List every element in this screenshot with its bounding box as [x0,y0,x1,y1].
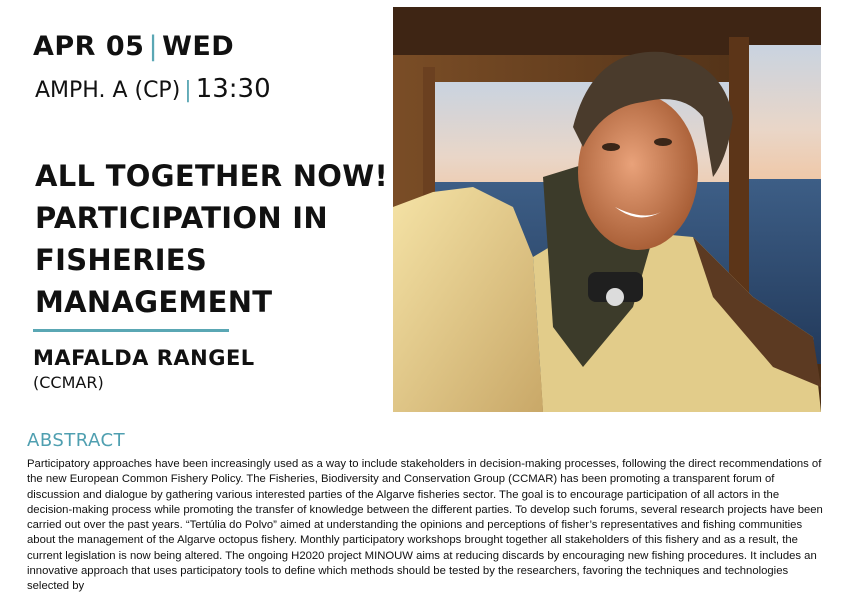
room-text: AMPH. A (CP) [35,78,181,103]
abstract-body: Participatory approaches have been increasingly used as a way to include stakeholders in decision-making processes, following the direct recommendations of the new European Common Fishery Policy. The Fisheries, Biodiversity and Conservation Group (CCMAR) has been promoting a transparent forum of discussion and dialogue by gathering various interested parties of the Algarve fisheries sector. The goal is to encourage participation of all actors in the decision-making process while promoting the transfer of knowledge between the different parties. To develop such forums, several research projects have been carried out over the past years. “Tertúlia do Polvo” aimed at understanding the opinions and perceptions of fisher’s representatives and fishing communities about the management of the Algarve octopus fishery. Monthly participatory workshops brought together all stakeholders of this fishery and as a result, the current legislation is now being altered. The ongoing H2020 project MINOUW aims at reducing discards by encouraging new fishing procedures. It includes an innovative approach that uses participatory tools to define which methods should be tested by the researchers, favoring the techniques and technologies selected by [27,458,823,593]
speaker-affiliation: (CCMAR) [33,373,104,392]
title-line: ALL TOGETHER NOW! [35,159,389,193]
date-separator: | [148,31,159,62]
date-text: APR 05 [33,31,145,62]
title-line: FISHERIES [35,243,208,277]
title-line: PARTICIPATION IN [35,201,328,235]
speaker-photo [393,7,821,412]
session-venue [35,74,271,104]
title-line: MANAGEMENT [35,285,273,319]
session-date [33,31,234,62]
abstract-heading: ABSTRACT [27,430,126,451]
speaker-name: MAFALDA RANGEL [33,346,255,370]
weekday-text: WED [162,31,235,62]
talk-title [35,155,389,323]
time-text: 13:30 [195,74,271,104]
accent-divider [33,329,229,332]
venue-separator: | [184,78,192,103]
